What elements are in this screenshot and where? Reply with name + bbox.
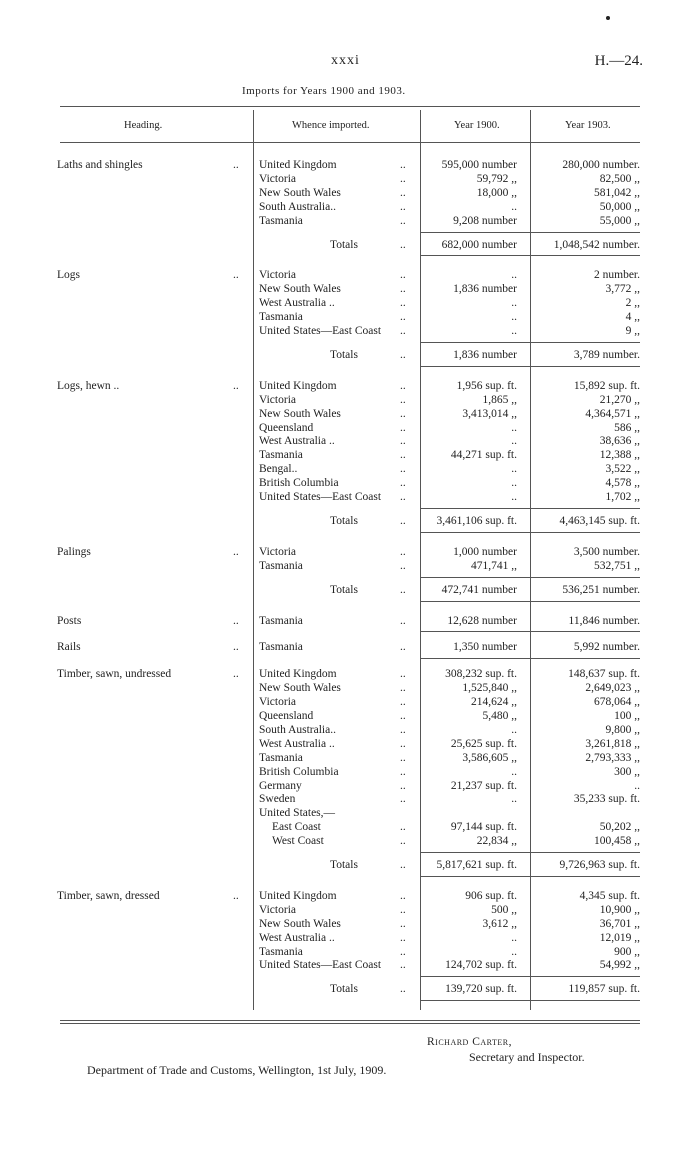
source-country: West Australia ..: [259, 435, 335, 448]
leader-dots: ..: [400, 200, 406, 213]
leader-dots: ..: [400, 917, 406, 930]
table-row: [0, 820, 700, 834]
table-row: [0, 545, 700, 559]
totals-label: Totals: [330, 238, 358, 251]
table-row: [0, 945, 700, 959]
source-country: Tasmania: [259, 614, 303, 627]
leader-dots: ..: [400, 545, 406, 558]
total-1903: 119,857 sup. ft.: [568, 983, 640, 996]
subtotal-rule: [420, 508, 640, 509]
totals-row: [0, 858, 700, 872]
leader-dots: ..: [400, 945, 406, 958]
totals-label: Totals: [330, 859, 358, 871]
value-1903: 12,388 ,,: [599, 449, 640, 462]
value-1903: 10,900 ,,: [599, 903, 640, 916]
source-country: Tasmania: [259, 449, 303, 462]
value-1900: 44,271 sup. ft.: [450, 449, 517, 462]
value-1903: 4 ,,: [625, 311, 640, 324]
value-1900: 1,000 number: [453, 545, 517, 558]
source-country: West Australia ..: [259, 297, 335, 310]
leader-dots: ..: [400, 821, 406, 834]
value-1903: 11,846 number.: [568, 614, 640, 627]
value-1900: ..: [511, 491, 517, 503]
value-1903: 36,701 ,,: [599, 917, 640, 930]
table-row: [0, 737, 700, 751]
subtotal-rule: [420, 852, 640, 853]
source-country: Germany: [259, 779, 302, 792]
value-1900: ..: [511, 421, 517, 434]
value-1900: 9,208 number: [453, 214, 517, 227]
leader-dots: ..: [400, 491, 406, 503]
source-country: Tasmania: [259, 214, 303, 227]
table-title: Imports for Years 1900 and 1903.: [242, 85, 406, 97]
leader-dots: ..: [400, 931, 406, 944]
value-1900: 1,350 number: [453, 641, 517, 654]
table-row: [0, 695, 700, 709]
table-row: [0, 931, 700, 945]
table-top-rule: [60, 106, 640, 107]
table-row: [0, 172, 700, 186]
value-1900: 12,628 number: [447, 614, 517, 627]
source-country: United States,—: [259, 807, 336, 820]
source-country: Victoria: [259, 172, 296, 185]
totals-row: [0, 514, 700, 528]
source-country: Tasmania: [259, 311, 303, 324]
value-1900: 3,413,014 ,,: [462, 407, 517, 420]
leader-dots: ..: [400, 889, 406, 902]
source-country: British Columbia: [259, 765, 339, 778]
leader-dots: ..: [400, 393, 406, 406]
signatory-role: Secretary and Inspector.: [469, 1050, 585, 1064]
leader-dots: ..: [400, 859, 406, 871]
source-country: United States—East Coast: [259, 491, 382, 503]
leader-dots: ..: [400, 614, 406, 627]
table-row: [0, 765, 700, 779]
table-row: [0, 268, 700, 282]
leader-dots: ..: [400, 407, 406, 420]
table-row: [0, 393, 700, 407]
source-country: Tasmania: [259, 641, 303, 654]
leader-dots: ..: [400, 238, 406, 251]
subtotal-rule: [420, 577, 640, 578]
leader-dots: ..: [400, 463, 406, 476]
section-heading: Timber, sawn, dressed: [57, 889, 160, 902]
value-1903: 4,578 ,,: [605, 477, 640, 490]
totals-label: Totals: [330, 514, 358, 527]
table-row: [0, 806, 700, 820]
value-1900: ..: [511, 311, 517, 324]
value-1903: 4,364,571 ,,: [585, 407, 640, 420]
leader-dots: ..: [400, 283, 406, 296]
value-1900: 5,480 ,,: [482, 710, 517, 722]
leader-dots: ..: [400, 737, 406, 750]
leader-dots: ..: [400, 559, 406, 572]
total-1903: 536,251 number.: [562, 583, 640, 596]
source-country: New South Wales: [259, 682, 341, 695]
value-1900: 3,586,605 ,,: [462, 751, 517, 764]
value-1900: ..: [511, 325, 517, 337]
table-bottom-rule-2: [60, 1023, 640, 1024]
table-row: [0, 379, 700, 393]
leader-dots: ..: [400, 297, 406, 310]
leader-dots: ..: [400, 435, 406, 448]
value-1900: 906 sup. ft.: [465, 889, 517, 902]
table-row: [0, 559, 700, 573]
value-1903: 38,636 ,,: [599, 435, 640, 448]
column-header-heading: Heading.: [124, 120, 163, 131]
value-1903: 586 ,,: [614, 421, 640, 434]
leader-dots: ..: [400, 214, 406, 227]
source-country: South Australia..: [259, 723, 336, 736]
source-country: East Coast: [272, 821, 321, 834]
leader-dots: ..: [233, 379, 239, 392]
stray-dot-mark: [606, 16, 610, 20]
value-1900: ..: [511, 945, 517, 958]
value-1900: ..: [511, 793, 517, 806]
table-bottom-rule: [60, 1020, 640, 1021]
leader-dots: ..: [400, 959, 406, 972]
table-row: [0, 310, 700, 324]
leader-dots: ..: [400, 793, 406, 806]
value-1903: 2 ,,: [625, 297, 640, 310]
table-row: [0, 681, 700, 695]
leader-dots: ..: [400, 325, 406, 337]
table-row: [0, 723, 700, 737]
page-number: xxxi: [331, 53, 360, 68]
source-country: Sweden: [259, 793, 296, 806]
leader-dots: ..: [400, 710, 406, 722]
value-1900: 3,612 ,,: [482, 917, 517, 930]
leader-dots: ..: [400, 186, 406, 199]
value-1903: 100,458 ,,: [594, 835, 640, 848]
value-1900: 21,237 sup. ft.: [450, 779, 517, 792]
value-1903: 15,892 sup. ft.: [573, 379, 640, 392]
total-rule: [420, 601, 640, 602]
value-1903: 280,000 number.: [562, 159, 640, 171]
leader-dots: ..: [400, 172, 406, 185]
value-1903: 3,522 ,,: [605, 463, 640, 476]
total-1900: 3,461,106 sup. ft.: [436, 514, 517, 527]
signatory-name: Richard Carter,: [427, 1036, 513, 1048]
total-1903: 3,789 number.: [573, 348, 640, 361]
leader-dots: ..: [400, 514, 406, 527]
table-row: [0, 186, 700, 200]
value-1900: 308,232 sup. ft.: [445, 668, 517, 681]
value-1900: 1,956 sup. ft.: [456, 379, 517, 392]
value-1903: 1,702 ,,: [605, 491, 640, 503]
leader-dots: ..: [233, 159, 239, 171]
source-country: Victoria: [259, 545, 296, 558]
section-heading: Palings: [57, 545, 91, 558]
row-rule: [420, 658, 640, 659]
totals-label: Totals: [330, 983, 358, 996]
source-country: New South Wales: [259, 186, 341, 199]
value-1900: ..: [511, 269, 517, 282]
value-1900: 22,834 ,,: [476, 835, 517, 848]
totals-row: [0, 238, 700, 252]
source-country: Victoria: [259, 903, 296, 916]
value-1903: 9,800 ,,: [605, 723, 640, 736]
value-1900: ..: [511, 200, 517, 213]
leader-dots: ..: [233, 641, 239, 654]
totals-label: Totals: [330, 348, 358, 361]
value-1903: 900 ,,: [614, 945, 640, 958]
source-country: West Coast: [272, 835, 324, 848]
value-1900: ..: [511, 435, 517, 448]
table-row: [0, 200, 700, 214]
table-row: [0, 214, 700, 228]
section-heading: Laths and shingles: [57, 159, 143, 171]
source-country: United States—East Coast: [259, 325, 382, 337]
total-1903: 9,726,963 sup. ft.: [559, 859, 640, 871]
value-1903: 50,000 ,,: [599, 200, 640, 213]
value-1900: ..: [511, 463, 517, 476]
source-country: South Australia..: [259, 200, 336, 213]
leader-dots: ..: [400, 641, 406, 654]
value-1903: 532,751 ,,: [594, 559, 640, 572]
total-rule: [420, 1000, 640, 1001]
value-1903: 300 ,,: [614, 765, 640, 778]
value-1903: 5,992 number.: [573, 641, 640, 654]
table-row: [0, 667, 700, 681]
totals-row: [0, 348, 700, 362]
leader-dots: ..: [233, 889, 239, 902]
table-row: [0, 751, 700, 765]
source-country: British Columbia: [259, 477, 339, 490]
source-country: Queensland: [259, 710, 314, 722]
leader-dots: ..: [400, 449, 406, 462]
value-1903: 21,270 ,,: [599, 393, 640, 406]
source-country: Tasmania: [259, 559, 303, 572]
total-1900: 5,817,621 sup. ft.: [436, 859, 517, 871]
source-country: United States—East Coast: [259, 959, 382, 972]
value-1900: ..: [511, 297, 517, 310]
value-1903: 3,772 ,,: [605, 283, 640, 296]
source-country: United Kingdom: [259, 159, 337, 171]
value-1903: 148,637 sup. ft.: [568, 668, 640, 681]
value-1900: 124,702 sup. ft.: [445, 959, 517, 972]
value-1900: 1,525,840 ,,: [462, 682, 517, 695]
value-1903: 2 number.: [594, 269, 640, 282]
source-country: United Kingdom: [259, 668, 337, 681]
total-1900: 139,720 sup. ft.: [445, 983, 517, 996]
value-1903: 2,649,023 ,,: [585, 682, 640, 695]
table-row: [0, 779, 700, 793]
leader-dots: ..: [400, 583, 406, 596]
table-row: [0, 917, 700, 931]
totals-label: Totals: [330, 583, 358, 596]
leader-dots: ..: [400, 779, 406, 792]
table-row: [0, 958, 700, 972]
table-row: [0, 324, 700, 338]
section-heading: Rails: [57, 641, 81, 654]
subtotal-rule: [420, 232, 640, 233]
value-1900: 25,625 sup. ft.: [450, 737, 517, 750]
table-row: [0, 282, 700, 296]
leader-dots: ..: [233, 545, 239, 558]
table-row: [0, 421, 700, 435]
leader-dots: ..: [400, 835, 406, 848]
source-country: Victoria: [259, 393, 296, 406]
total-rule: [420, 876, 640, 877]
leader-dots: ..: [400, 696, 406, 709]
leader-dots: ..: [400, 269, 406, 282]
table-row: [0, 476, 700, 490]
source-country: Tasmania: [259, 945, 303, 958]
value-1903: 55,000 ,,: [599, 214, 640, 227]
column-header-whence: Whence imported.: [292, 120, 370, 131]
source-country: United Kingdom: [259, 379, 337, 392]
subtotal-rule: [420, 342, 640, 343]
value-1900: ..: [511, 931, 517, 944]
leader-dots: ..: [400, 682, 406, 695]
totals-row: [0, 982, 700, 996]
leader-dots: ..: [400, 723, 406, 736]
document-reference: H.—24.: [594, 53, 643, 69]
value-1903: 581,042 ,,: [594, 186, 640, 199]
total-1903: 1,048,542 number.: [553, 238, 640, 251]
column-header-1900: Year 1900.: [454, 120, 500, 131]
value-1900: 595,000 number: [441, 159, 517, 171]
value-1900: ..: [511, 723, 517, 736]
total-rule: [420, 366, 640, 367]
source-country: West Australia ..: [259, 737, 335, 750]
source-country: New South Wales: [259, 407, 341, 420]
source-country: New South Wales: [259, 917, 341, 930]
value-1903: 12,019 ,,: [599, 931, 640, 944]
leader-dots: ..: [233, 668, 239, 681]
source-country: Victoria: [259, 696, 296, 709]
table-header-rule: [60, 142, 640, 143]
value-1900: 471,741 ,,: [471, 559, 517, 572]
value-1900: 97,144 sup. ft.: [450, 821, 517, 834]
value-1900: ..: [511, 477, 517, 490]
total-rule: [420, 532, 640, 533]
leader-dots: ..: [400, 159, 406, 171]
value-1900: 1,865 ,,: [482, 393, 517, 406]
leader-dots: ..: [233, 614, 239, 627]
total-rule: [420, 255, 640, 256]
total-1903: 4,463,145 sup. ft.: [559, 514, 640, 527]
source-country: Queensland: [259, 421, 314, 434]
source-country: Victoria: [259, 269, 296, 282]
leader-dots: ..: [400, 668, 406, 681]
leader-dots: ..: [400, 983, 406, 996]
total-1900: 682,000 number: [441, 238, 517, 251]
leader-dots: ..: [400, 379, 406, 392]
value-1900: 59,792 ,,: [476, 172, 517, 185]
table-row: [0, 889, 700, 903]
section-heading: Logs, hewn ..: [57, 379, 120, 392]
value-1903: 54,992 ,,: [599, 959, 640, 972]
source-country: United Kingdom: [259, 889, 337, 902]
value-1900: 214,624 ,,: [471, 696, 517, 709]
value-1900: 18,000 ,,: [476, 186, 517, 199]
footer-dateline: Department of Trade and Customs, Wellington, 1st July, 1909.: [87, 1063, 387, 1077]
leader-dots: ..: [400, 477, 406, 490]
leader-dots: ..: [400, 903, 406, 916]
leader-dots: ..: [400, 421, 406, 434]
table-row: [0, 614, 700, 628]
table-row: [0, 158, 700, 172]
leader-dots: ..: [400, 751, 406, 764]
subtotal-rule: [420, 976, 640, 977]
value-1903: 678,064 ,,: [594, 696, 640, 709]
value-1903: 35,233 sup. ft.: [573, 793, 640, 806]
table-row: [0, 903, 700, 917]
totals-row: [0, 583, 700, 597]
total-1900: 472,741 number: [441, 583, 517, 596]
leader-dots: ..: [400, 348, 406, 361]
table-row: [0, 434, 700, 448]
section-heading: Posts: [57, 614, 82, 627]
leader-dots: ..: [233, 269, 239, 282]
value-1903: 100 ,,: [614, 710, 640, 722]
table-row: [0, 296, 700, 310]
table-row: [0, 709, 700, 723]
section-heading: Logs: [57, 269, 80, 282]
value-1903: 4,345 sup. ft.: [579, 889, 640, 902]
source-country: Bengal..: [259, 463, 298, 476]
table-row: [0, 834, 700, 848]
total-1900: 1,836 number: [453, 348, 517, 361]
value-1903: 9 ,,: [625, 325, 640, 337]
table-row: [0, 407, 700, 421]
value-1900: ..: [511, 765, 517, 778]
value-1903: 82,500 ,,: [599, 172, 640, 185]
value-1903: ..: [634, 779, 640, 792]
source-country: West Australia ..: [259, 931, 335, 944]
source-country: New South Wales: [259, 283, 341, 296]
leader-dots: ..: [400, 765, 406, 778]
table-row: [0, 448, 700, 462]
table-row: [0, 490, 700, 504]
row-rule: [420, 631, 640, 632]
leader-dots: ..: [400, 311, 406, 324]
value-1903: 2,793,333 ,,: [585, 751, 640, 764]
column-header-1903: Year 1903.: [565, 120, 611, 131]
section-heading: Timber, sawn, undressed: [57, 668, 172, 681]
value-1900: 1,836 number: [453, 283, 517, 296]
value-1903: 3,261,818 ,,: [585, 737, 640, 750]
table-row: [0, 792, 700, 806]
value-1900: 500 ,,: [491, 903, 517, 916]
source-country: Tasmania: [259, 751, 303, 764]
table-row: [0, 462, 700, 476]
table-row: [0, 640, 700, 654]
value-1903: 50,202 ,,: [599, 821, 640, 834]
value-1903: 3,500 number.: [573, 545, 640, 558]
